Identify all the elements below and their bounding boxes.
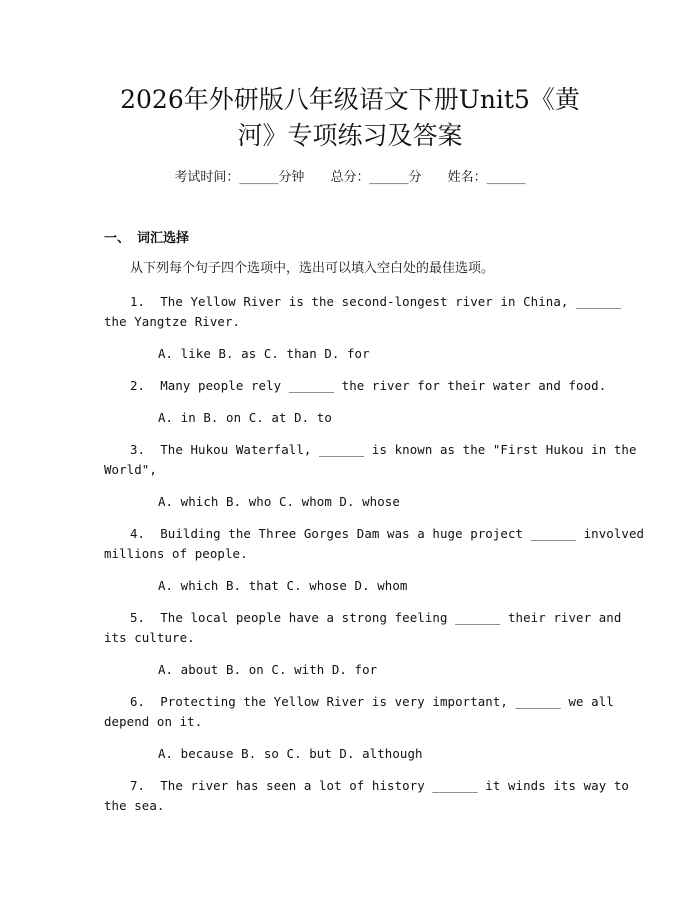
- question-5-stem-cont: its culture.: [104, 630, 195, 645]
- question-4-stem: 4. Building the Three Gorges Dam was a huge project ______ involved: [130, 526, 645, 541]
- document-title-line1: 2026年外研版八年级语文下册Unit5《黄: [120, 85, 580, 114]
- exam-time-field: 考试时间：______分钟: [174, 170, 305, 185]
- question-5-stem: 5. The local people have a strong feeling ______ their river and: [130, 610, 622, 625]
- question-3-stem-cont: World",: [104, 462, 157, 477]
- student-name-field: 姓名：______: [447, 170, 526, 185]
- document-title-line2: 河》专项练习及答案: [237, 121, 463, 150]
- question-7-stem: 7. The river has seen a lot of history ______ it winds its way to: [130, 778, 629, 793]
- section-number: 一、: [104, 231, 131, 246]
- question-4-stem-cont: millions of people.: [104, 546, 248, 561]
- question-3-options: A. which B. who C. whom D. whose: [158, 494, 400, 509]
- question-2-options: A. in B. on C. at D. to: [158, 410, 332, 425]
- question-6-stem-cont: depend on it.: [104, 714, 203, 729]
- question-1-options: A. like B. as C. than D. for: [158, 346, 370, 361]
- question-4-options: A. which B. that C. whose D. whom: [158, 578, 408, 593]
- exam-meta: [0, 169, 700, 187]
- question-6-options: A. because B. so C. but D. although: [158, 746, 423, 761]
- section-instruction: 从下列每个句子四个选项中，选出可以填入空白处的最佳选项。: [130, 261, 495, 276]
- section-heading: [104, 229, 189, 249]
- question-1-stem-cont: the Yangtze River.: [104, 314, 241, 329]
- question-6-stem: 6. Protecting the Yellow River is very important, ______ we all: [130, 694, 614, 709]
- question-7-stem-cont: the sea.: [104, 798, 165, 813]
- question-3-stem: 3. The Hukou Waterfall, ______ is known as the "First Hukou in the: [130, 442, 637, 457]
- section-title: 词汇选择: [137, 231, 190, 246]
- total-score-field: 总分：______分: [330, 170, 422, 185]
- question-5-options: A. about B. on C. with D. for: [158, 662, 378, 677]
- question-1-stem: 1. The Yellow River is the second-longest river in China, ______: [130, 294, 622, 309]
- question-2-stem: 2. Many people rely ______ the river for their water and food.: [130, 378, 607, 393]
